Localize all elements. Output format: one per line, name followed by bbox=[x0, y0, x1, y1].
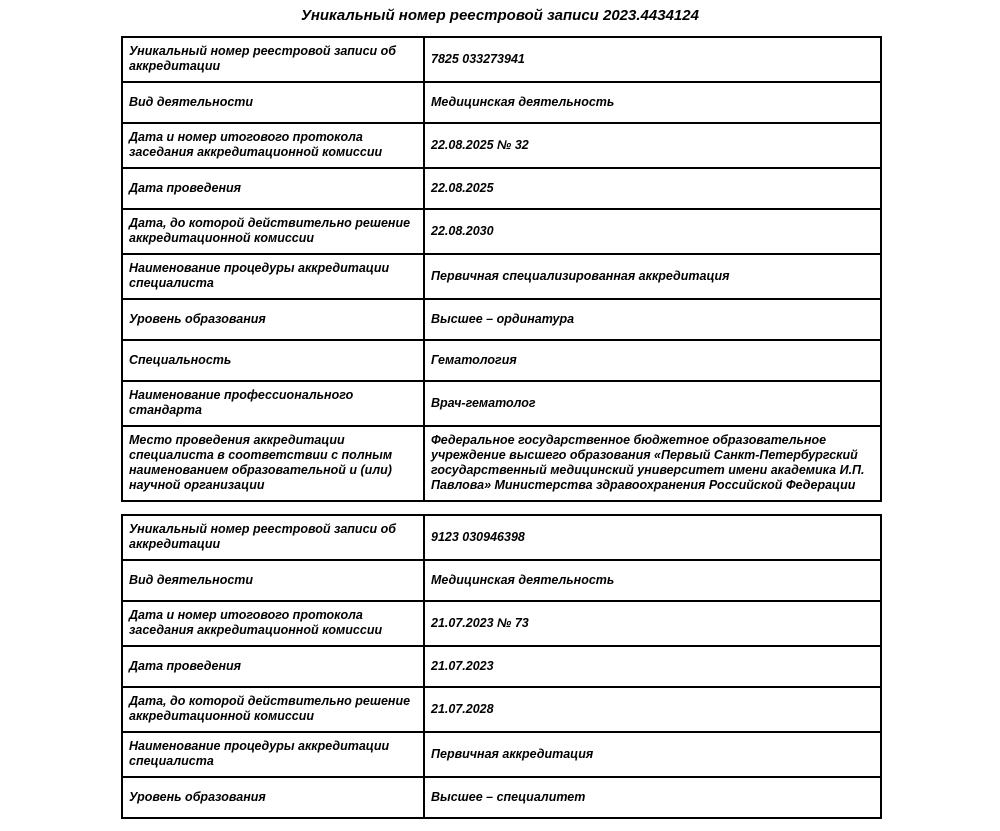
table-row bbox=[122, 687, 881, 732]
row-label: Уникальный номер реестровой записи об аккредитации bbox=[122, 515, 424, 560]
row-value: 9123 030946398 bbox=[424, 515, 881, 560]
table-row bbox=[122, 254, 881, 299]
row-label: Дата и номер итогового протокола заседания аккредитационной комиссии bbox=[122, 601, 424, 646]
accreditation-record bbox=[121, 514, 882, 819]
row-value: Федеральное государственное бюджетное образовательное учреждение высшего образования «Первый Санкт-Петербургский государственный медицинский университет имени академика И.П. Павлова» Министерства здравоохранения Российской Федерации bbox=[424, 426, 881, 501]
row-value: Высшее – специалитет bbox=[424, 777, 881, 818]
row-label: Дата, до которой действительно решение аккредитационной комиссии bbox=[122, 209, 424, 254]
table-row bbox=[122, 381, 881, 426]
row-value: 22.08.2030 bbox=[424, 209, 881, 254]
row-label: Дата проведения bbox=[122, 168, 424, 209]
table-row bbox=[122, 209, 881, 254]
row-label: Уникальный номер реестровой записи об аккредитации bbox=[122, 37, 424, 82]
row-label: Специальность bbox=[122, 340, 424, 381]
row-value: Медицинская деятельность bbox=[424, 82, 881, 123]
row-value: Высшее – ординатура bbox=[424, 299, 881, 340]
table-row bbox=[122, 426, 881, 501]
row-label: Наименование процедуры аккредитации специалиста bbox=[122, 254, 424, 299]
table-row bbox=[122, 37, 881, 82]
row-value: Медицинская деятельность bbox=[424, 560, 881, 601]
row-value: 22.08.2025 № 32 bbox=[424, 123, 881, 168]
table-row bbox=[122, 560, 881, 601]
table-row bbox=[122, 82, 881, 123]
row-value: Гематология bbox=[424, 340, 881, 381]
row-label: Уровень образования bbox=[122, 299, 424, 340]
table-row bbox=[122, 515, 881, 560]
row-label: Вид деятельности bbox=[122, 82, 424, 123]
row-value: Первичная аккредитация bbox=[424, 732, 881, 777]
row-value: 21.07.2028 bbox=[424, 687, 881, 732]
row-value: Врач-гематолог bbox=[424, 381, 881, 426]
table-row bbox=[122, 732, 881, 777]
row-value: 7825 033273941 bbox=[424, 37, 881, 82]
records-list bbox=[121, 36, 880, 831]
table-row bbox=[122, 168, 881, 209]
table-row bbox=[122, 340, 881, 381]
row-value: Первичная специализированная аккредитация bbox=[424, 254, 881, 299]
row-value: 21.07.2023 bbox=[424, 646, 881, 687]
row-label: Вид деятельности bbox=[122, 560, 424, 601]
row-label: Наименование профессионального стандарта bbox=[122, 381, 424, 426]
row-label: Дата, до которой действительно решение аккредитационной комиссии bbox=[122, 687, 424, 732]
row-value: 22.08.2025 bbox=[424, 168, 881, 209]
table-row bbox=[122, 299, 881, 340]
table-row bbox=[122, 646, 881, 687]
table-row bbox=[122, 601, 881, 646]
page-title: Уникальный номер реестровой записи 2023.4434124 bbox=[301, 7, 699, 24]
table-row bbox=[122, 123, 881, 168]
row-label: Место проведения аккредитации специалиста в соответствии с полным наименованием образовательной и (или) научной организации bbox=[122, 426, 424, 501]
row-label: Дата проведения bbox=[122, 646, 424, 687]
row-label: Уровень образования bbox=[122, 777, 424, 818]
row-label: Дата и номер итогового протокола заседания аккредитационной комиссии bbox=[122, 123, 424, 168]
row-value: 21.07.2023 № 73 bbox=[424, 601, 881, 646]
row-label: Наименование процедуры аккредитации специалиста bbox=[122, 732, 424, 777]
accreditation-record bbox=[121, 36, 882, 502]
table-row bbox=[122, 777, 881, 818]
